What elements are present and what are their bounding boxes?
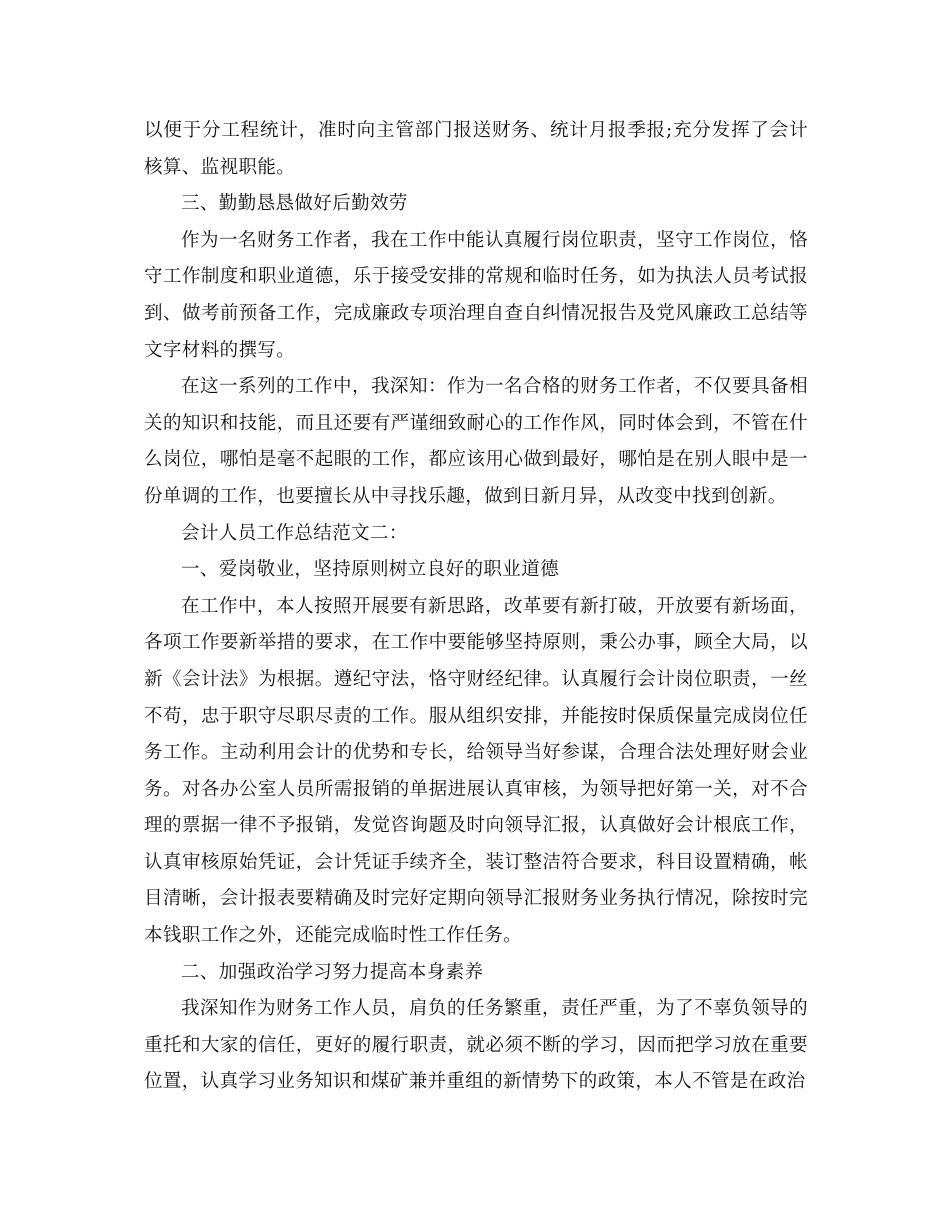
paragraph: 作为一名财务工作者，我在工作中能认真履行岗位职责，坚守工作岗位，恪守工作制度和职业道德，乐于接受安排的常规和临时任务，如为执法人员考试报到、做考前预备工作，完成廉政专项治理自查自纠情况报告及党风廉政工总结等文字材料的撰写。	[144, 229, 808, 361]
paragraph: 在这一系列的工作中，我深知：作为一名合格的财务工作者，不仅要具备相关的知识和技能，而且还要有严谨细致耐心的工作作风，同时体会到，不管在什么岗位，哪怕是毫不起眼的工作，都应该用心做到最好，哪怕是在别人眼中是一份单调的工作，也要擅长从中寻找乐趣，做到日新月异，从改变中找到创新。	[144, 376, 808, 507]
sample-title-2: 会计人员工作总结范文二：	[181, 522, 408, 544]
section-heading-2: 二、加强政治学习努力提高本身素养	[181, 961, 484, 983]
document-body	[144, 113, 808, 1101]
paragraph: 我深知作为财务工作人员，肩负的任务繁重，责任严重，为了不辜负领导的重托和大家的信任，更好的履行职责，就必须不断的学习，因而把学习放在重要位置，认真学习业务知识和煤矿兼并重组的新情势下的政策，本人不管是在政治	[144, 998, 808, 1093]
section-heading-1: 一、爱岗敬业，坚持原则树立良好的职业道德	[181, 559, 560, 581]
paragraph-continuation: 以便于分工程统计，准时向主管部门报送财务、统计月报季报;充分发挥了会计核算、监视职能。	[144, 120, 808, 178]
paragraph: 在工作中，本人按照开展要有新思路，改革要有新打破，开放要有新场面，各项工作要新举措的要求，在工作中要能够坚持原则，秉公办事，顾全大局，以新《会计法》为根据。遵纪守法，恪守财经纪律。认真履行会计岗位职责，一丝不苟，忠于职守尽职尽责的工作。服从组织安排，并能按时保质保量完成岗位任务工作。主动利用会计的优势和专长，给领导当好参谋，合理合法处理好财会业务。对各办公室人员所需报销的单据进展认真审核，为领导把好第一关，对不合理的票据一律不予报销，发觉咨询题及时向领导汇报，认真做好会计根底工作，认真审核原始凭证，会计凭证手续齐全，装订整洁符合要求，科目设置精确，帐目清晰，会计报表要精确及时完好定期向领导汇报财务业务执行情况，除按时完本钱职工作之外，还能完成临时性工作任务。	[144, 595, 808, 947]
section-heading-3: 三、勤勤恳恳做好后勤效劳	[181, 193, 408, 215]
